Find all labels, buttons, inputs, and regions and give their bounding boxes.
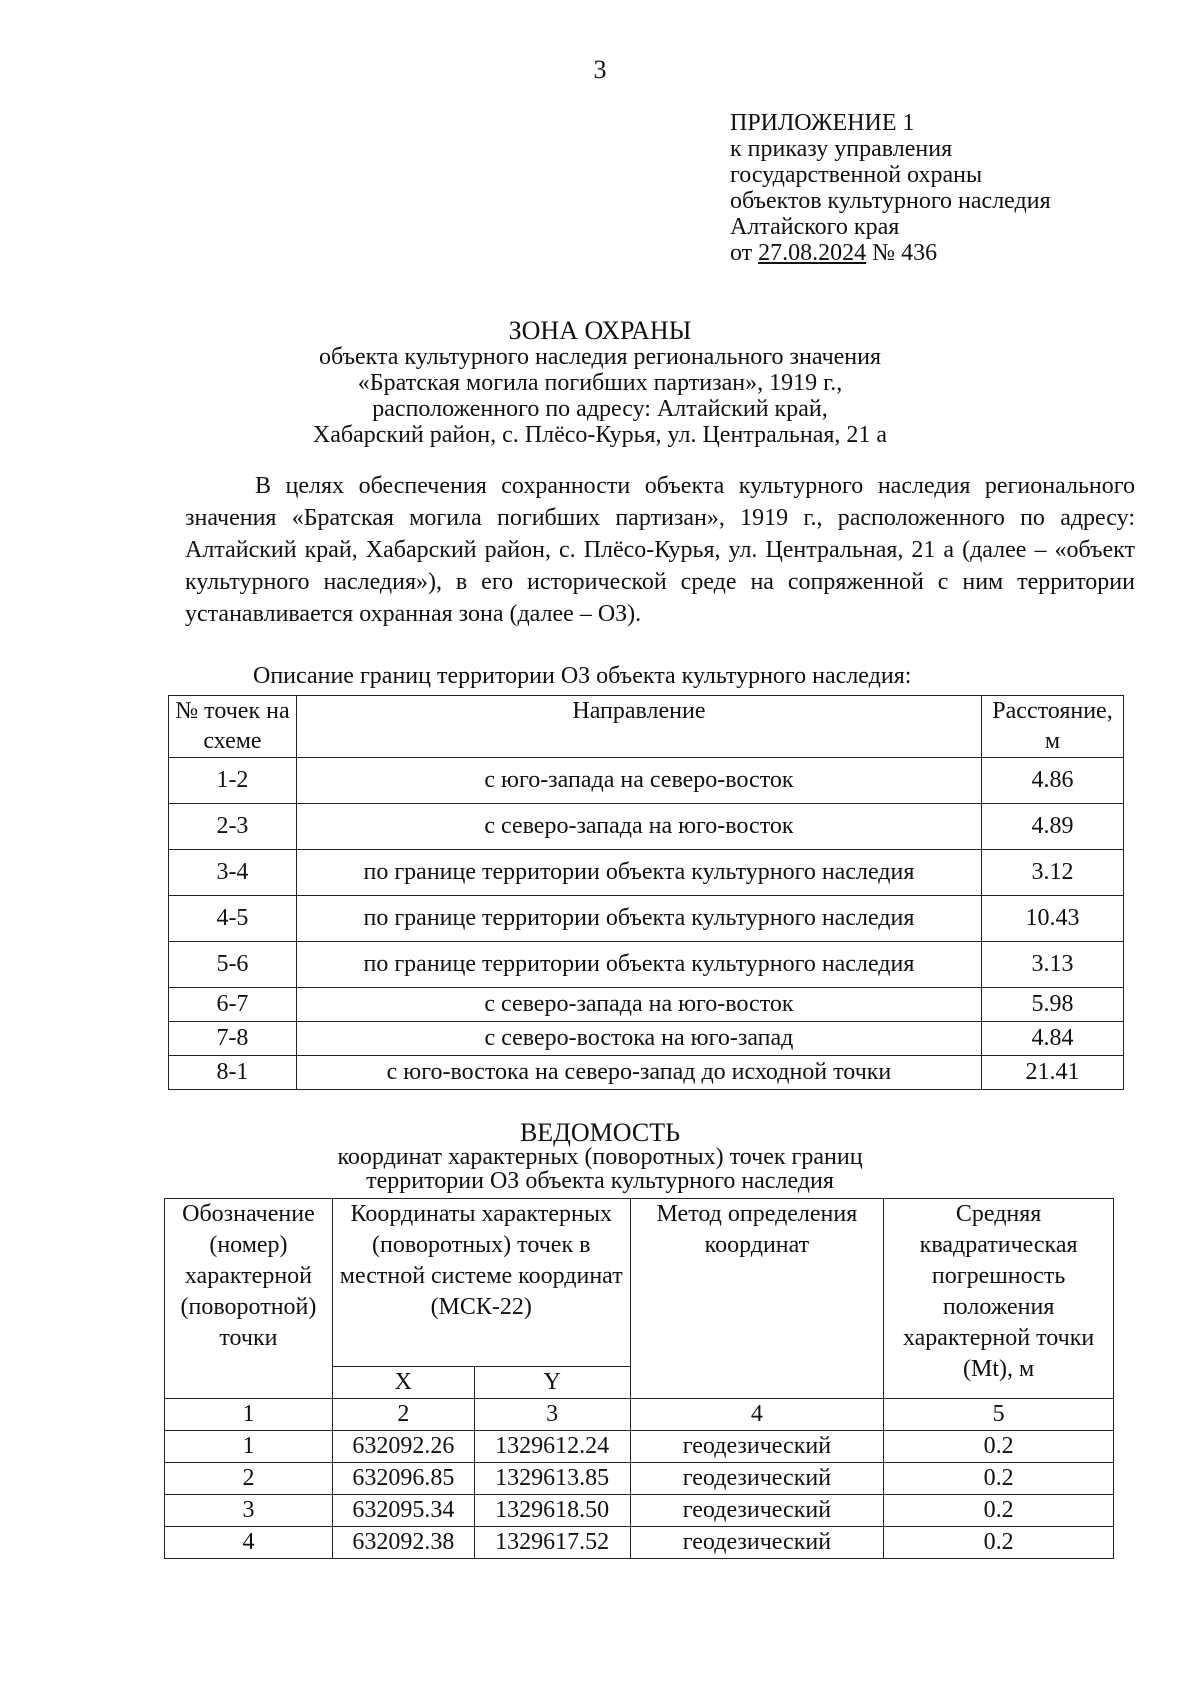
cell-points: 5-6 bbox=[169, 942, 297, 988]
header-y: Y bbox=[474, 1367, 630, 1399]
cell-x: 632092.38 bbox=[332, 1527, 474, 1559]
cell-error: 0.2 bbox=[884, 1495, 1114, 1527]
table-row bbox=[165, 1463, 1114, 1495]
cell-points: 4-5 bbox=[169, 896, 297, 942]
header-error: Средняя квадратическая погрешность положения характерной точки (Mt), м bbox=[884, 1199, 1114, 1399]
cell-distance: 4.86 bbox=[982, 758, 1124, 804]
zone-subtitle-line: расположенного по адресу: Алтайский край, bbox=[372, 396, 828, 422]
page-number: 3 bbox=[593, 55, 607, 84]
cell-points: 7-8 bbox=[169, 1022, 297, 1056]
cell-distance: 21.41 bbox=[982, 1056, 1124, 1090]
cell-point: 3 bbox=[165, 1495, 333, 1527]
appendix-date-line bbox=[730, 240, 1051, 266]
cell-direction: по границе территории объекта культурного наследия bbox=[296, 850, 981, 896]
header-x: X bbox=[332, 1367, 474, 1399]
column-number: 2 bbox=[332, 1399, 474, 1431]
cell-error: 0.2 bbox=[884, 1527, 1114, 1559]
header-coords: Координаты характерных (поворотных) точек в местной системе координат (МСК-22) bbox=[332, 1199, 630, 1367]
cell-x: 632096.85 bbox=[332, 1463, 474, 1495]
table-row bbox=[169, 1022, 1124, 1056]
cell-points: 1-2 bbox=[169, 758, 297, 804]
header-distance: Расстояние, м bbox=[982, 696, 1124, 758]
cell-y: 1329613.85 bbox=[474, 1463, 630, 1495]
appendix-line: к приказу управления bbox=[730, 136, 953, 162]
coords-subtitle-line: координат характерных (поворотных) точек границ bbox=[337, 1144, 863, 1170]
header-designation: Обозначение (номер) характерной (поворотной) точки bbox=[165, 1199, 333, 1399]
cell-point: 2 bbox=[165, 1463, 333, 1495]
table-row bbox=[165, 1495, 1114, 1527]
table-row bbox=[169, 896, 1124, 942]
coords-title: ВЕДОМОСТЬ bbox=[519, 1118, 681, 1147]
cell-points: 3-4 bbox=[169, 850, 297, 896]
cell-y: 1329612.24 bbox=[474, 1431, 630, 1463]
cell-x: 632092.26 bbox=[332, 1431, 474, 1463]
order-number: № 436 bbox=[872, 240, 938, 266]
boundary-table-caption: Описание границ территории ОЗ объекта культурного наследия: bbox=[253, 663, 912, 689]
cell-point: 4 bbox=[165, 1527, 333, 1559]
cell-direction: с юго-запада на северо-восток bbox=[296, 758, 981, 804]
cell-error: 0.2 bbox=[884, 1431, 1114, 1463]
intro-paragraph: В целях обеспечения сохранности объекта культурного наследия регионального значения «Братская могила погибших партизан», 1919 г., расположенного по адресу: Алтайский край, Хабарский район, с. Плёсо-Курья, ул. Центральная, 21 а (далее – «объект культурного наследия»), в его исторической среде на сопряженной с ним территории устанавливается охранная зона (далее – ОЗ). bbox=[185, 473, 1135, 627]
header-method: Метод определения координат bbox=[630, 1199, 884, 1399]
coords-subtitle-line: территории ОЗ объекта культурного наследия bbox=[366, 1168, 834, 1194]
cell-method: геодезический bbox=[630, 1431, 884, 1463]
cell-point: 1 bbox=[165, 1431, 333, 1463]
cell-y: 1329617.52 bbox=[474, 1527, 630, 1559]
cell-distance: 3.13 bbox=[982, 942, 1124, 988]
cell-distance: 10.43 bbox=[982, 896, 1124, 942]
appendix-header bbox=[730, 110, 1051, 266]
table-row bbox=[169, 758, 1124, 804]
zone-subtitle-line: Хабарский район, с. Плёсо-Курья, ул. Центральная, 21 а bbox=[312, 422, 888, 448]
appendix-line: объектов культурного наследия bbox=[730, 188, 1051, 214]
cell-x: 632095.34 bbox=[332, 1495, 474, 1527]
cell-method: геодезический bbox=[630, 1527, 884, 1559]
cell-direction: по границе территории объекта культурного наследия bbox=[296, 942, 981, 988]
column-number: 4 bbox=[630, 1399, 884, 1431]
coords-table bbox=[164, 1198, 1114, 1559]
cell-direction: с северо-запада на юго-восток bbox=[296, 804, 981, 850]
appendix-line: Алтайского края bbox=[730, 214, 900, 240]
cell-error: 0.2 bbox=[884, 1463, 1114, 1495]
cell-direction: с северо-востока на юго-запад bbox=[296, 1022, 981, 1056]
cell-points: 2-3 bbox=[169, 804, 297, 850]
zone-subtitle-line: объекта культурного наследия регионального значения bbox=[318, 344, 882, 370]
cell-method: геодезический bbox=[630, 1463, 884, 1495]
cell-distance: 5.98 bbox=[982, 988, 1124, 1022]
cell-distance: 3.12 bbox=[982, 850, 1124, 896]
column-number: 1 bbox=[165, 1399, 333, 1431]
zone-title: ЗОНА ОХРАНЫ bbox=[508, 316, 692, 345]
header-points: № точек на схеме bbox=[169, 696, 297, 758]
cell-points: 8-1 bbox=[169, 1056, 297, 1090]
cell-direction: с северо-запада на юго-восток bbox=[296, 988, 981, 1022]
table-row bbox=[169, 1056, 1124, 1090]
column-number: 3 bbox=[474, 1399, 630, 1431]
coords-heading bbox=[0, 1118, 1200, 1194]
table-row bbox=[169, 942, 1124, 988]
cell-direction: по границе территории объекта культурного наследия bbox=[296, 896, 981, 942]
cell-distance: 4.89 bbox=[982, 804, 1124, 850]
table-row bbox=[169, 988, 1124, 1022]
table-row bbox=[165, 1431, 1114, 1463]
zone-heading bbox=[0, 318, 1200, 448]
table-row bbox=[165, 1527, 1114, 1559]
cell-method: геодезический bbox=[630, 1495, 884, 1527]
zone-subtitle-line: «Братская могила погибших партизан», 1919 г., bbox=[357, 370, 843, 396]
cell-direction: с юго-востока на северо-запад до исходной точки bbox=[296, 1056, 981, 1090]
cell-y: 1329618.50 bbox=[474, 1495, 630, 1527]
date-prefix: от bbox=[730, 240, 753, 266]
appendix-title: ПРИЛОЖЕНИЕ 1 bbox=[730, 110, 915, 136]
cell-distance: 4.84 bbox=[982, 1022, 1124, 1056]
cell-points: 6-7 bbox=[169, 988, 297, 1022]
table-row bbox=[169, 804, 1124, 850]
table-row bbox=[169, 850, 1124, 896]
order-date: 27.08.2024 bbox=[758, 240, 867, 266]
column-number-row bbox=[165, 1399, 1114, 1431]
boundary-table bbox=[168, 695, 1124, 1090]
column-number: 5 bbox=[884, 1399, 1114, 1431]
appendix-line: государственной охраны bbox=[730, 162, 983, 188]
header-direction: Направление bbox=[296, 696, 981, 758]
